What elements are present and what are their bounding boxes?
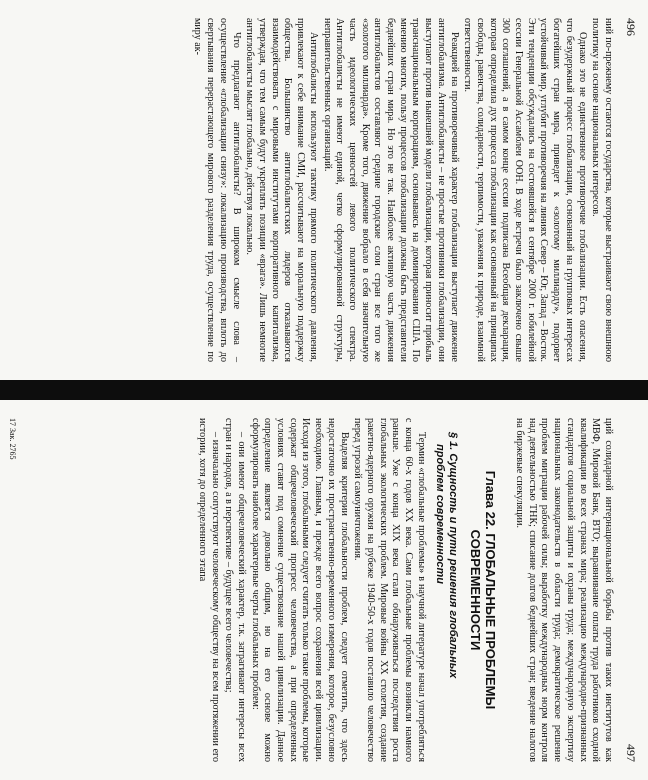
chapter-heading <box>467 418 498 762</box>
right-page <box>0 400 648 780</box>
paragraph: Антиглобалисты используют тактику прямого политического давления, привлекают к себе внимание СМИ, рассчитывают на моральную поддержку общества. Большинство антиглобалистских лидеров отказываются взаимодействовать с мировыми институтами корпоративного капитализма, утверждая, что тем самым будут укреплять позиции «врага». Лишь немногие антиглобалисты мыслят глобально, действуя локально. <box>244 18 319 362</box>
paragraph: Однако это не единственное противоречие глобализации. Есть опасения, что безудержный процесс глобализации, основанный на групповых интересах богатейших стран мира, приведет к «золотому миллиарду», подорвет устойчивый мир, углубит противоречия на линиях Север – Юг, Запад – Восток. Эти тенденции обсуждались на состоявшейся в сентябре 2000 г. юбилейной сессии Генеральной Ассамблеи ООН. В ходе встречи было заключено свыше 300 соглашений, а в самом конце сессии подписана Всеобщая декларация, которая определила дух процесса глобализации как основанный на принципах свободы, равенства, солидарности, терпимости, уважения к природе, взаимной ответственности. <box>462 18 588 362</box>
book-gutter <box>0 380 648 400</box>
chapter-title-line: СОВРЕМЕННОСТИ <box>467 529 483 651</box>
section-title-line: проблем современности <box>434 444 446 585</box>
paragraph: – они имеют общечеловеческий характер, т.к. затрагивают интересы всех стран и народов, а в перспективе – будущее всего человечества; <box>223 418 247 762</box>
paragraph: – изначально сопутствуют человеческому обществу на всем протяжении его истории, хотя до определенного этапа <box>196 418 221 762</box>
page-number-right: 497 <box>624 744 638 762</box>
left-page <box>0 0 648 380</box>
chapter-title-line: Глава 22. ГЛОБАЛЬНЫЕ ПРОБЛЕМЫ <box>483 470 499 710</box>
right-page-text <box>195 418 614 762</box>
paragraph: ний по-прежнему остаются государства, которые выстраивают свою внешнюю политику на основе национальных интересов. <box>590 18 614 362</box>
left-page-text <box>191 18 614 362</box>
paragraph: Реакцией на противоречивый характер глобализации выступает движение антиглобализма. Антиглобалисты – не простые противники глобализации, они выступают против нынешней модели глобализации, которая приносит прибыль транснациональным корпорациям, основываясь на доминировании США. По мнению многих, пользу процессов глобализации должны быть представители беднейших стран мира. Но это не так. Наиболее активную часть движения антиглобалистов составляют средние городские слои стран все того же «золотого миллиарда». Кроме того, движение вобрало в себя значительную часть идеологических ценностей левого политического спектра. Антиглобалисты не имеют единой, четко сформулированной структуры, неправительственных организаций. <box>321 18 460 362</box>
page-number-left: 496 <box>624 18 638 36</box>
paragraph: ций солидарной интернациональной борьбы против таких институтов как МВФ, Мировой Банк, ВТО; выравнивание оплаты труда работников сходной квалификации во всех странах мира; реализацию международно-признанных стандартов социальной защиты и охраны труда; международную экспертизу национальных законодательств в области труда; демократическое решение проблем миграции рабочей силы; выработку международных норм контроля над деятельностью ТНК; списание долгов беднейших стран; введение налогов на биржевые спекуляции. <box>514 418 614 762</box>
section-heading <box>433 432 459 762</box>
print-footer: 17 Зак. 2765 <box>8 418 17 460</box>
paragraph: Выделяя критерии глобальности проблем, следует отметить, что здесь недостаточно их пространственно-временного измерения, которое, безусловно необходимо. Главным, и прежде всего вопрос сохранения всей цивилизации. Исходя из этого, глобальными следует считать только такие проблемы, которые содержат общечеловеческий прогресс человечества, а при определенных условиях ставят под сомнение существование нашей цивилизации. Данное определение является довольно общим, но на его основе можно сформулировать наиболее характерные черты глобальных проблем: <box>249 418 350 762</box>
section-title-line: § 1. Сущность и пути решения глобальных <box>447 432 460 679</box>
paragraph: Термин «глобальные проблемы» в научной литературе начал употребляться с конца 60-х годов XX века. Сами глобальные проблемы возникли намного раньше. Уже с конца XIX века стали обнаруживаться последствия роста глобальных экологических проблем. Мировые войны XX столетия, создание ракетно-ядерного оружия на рубеже 1940-50-х годов поставило человечество перед угрозой самоуничтожения. <box>352 418 427 762</box>
paragraph: Что предлагают антиглобалисты? В широком смысле слова – осуществление «глобализации снизу»: локализацию производства, вплоть до свертывания перерастающего мирового разделения труда, осуществление по миру ак- <box>192 18 242 362</box>
